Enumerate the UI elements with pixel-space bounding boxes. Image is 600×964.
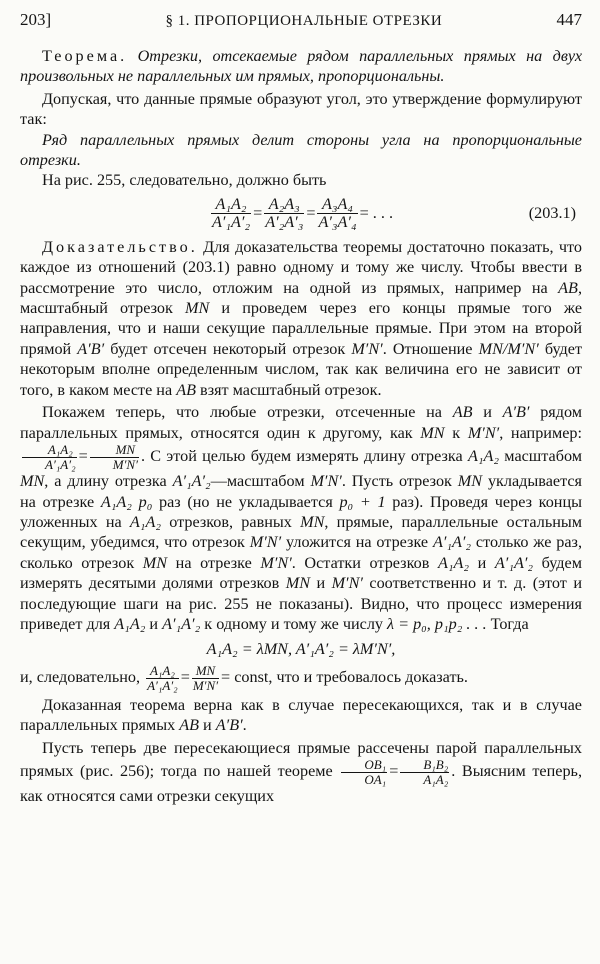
math: A′B′ bbox=[502, 403, 530, 422]
equation-number: (203.1) bbox=[528, 203, 576, 222]
fraction-numerator: MN bbox=[192, 664, 219, 679]
math: A₁A₂ bbox=[100, 492, 132, 511]
fraction-denominator: A′₃A′₄ bbox=[318, 213, 357, 232]
text: и bbox=[310, 574, 332, 593]
inline-fraction bbox=[90, 443, 139, 471]
math: A′₁A′₂ bbox=[162, 615, 201, 634]
text: соответственно и т. д. (этот и последующие шаги на рис. 255 не показаны). Видно, что процесс измерения приведет для bbox=[20, 574, 582, 634]
math: MN bbox=[20, 472, 45, 491]
text: раз). Проведя через концы уложенных на bbox=[20, 492, 582, 531]
text: , масштабный отрезок bbox=[20, 278, 582, 318]
fraction-numerator: A₁A₂ bbox=[146, 664, 179, 679]
text: к bbox=[444, 423, 468, 442]
equals-sign: = bbox=[253, 204, 263, 223]
text: рядом параллельных прямых, относятся один к другому, как bbox=[20, 403, 582, 442]
fraction-numerator: A₁A₂ bbox=[22, 443, 77, 458]
text: уложится на отрезке bbox=[281, 533, 433, 552]
restated-paragraph bbox=[20, 130, 582, 171]
text: и проведем через его концы прямые того же направления, что и наши секущие параллельные прямые. При этом на второй прямой bbox=[20, 299, 583, 358]
fraction-numerator: OB₁ bbox=[341, 758, 387, 773]
fraction-denominator: A′₂A′₃ bbox=[265, 213, 304, 232]
ellipsis: = . . . bbox=[359, 204, 394, 223]
theorem-paragraph bbox=[20, 46, 582, 87]
math: A₁A₂ bbox=[437, 553, 470, 572]
math: MN bbox=[142, 553, 168, 572]
theorem-label: Теорема. bbox=[42, 47, 128, 65]
math: λ = p₀, p₁p₂ . . . bbox=[387, 615, 487, 634]
text: на отрезке bbox=[167, 553, 261, 572]
text: , например: bbox=[499, 423, 582, 442]
text: отрезков, равных bbox=[160, 513, 301, 531]
fraction-denominator: M′N′ bbox=[112, 456, 138, 472]
math: MN bbox=[185, 299, 210, 318]
text: . bbox=[242, 716, 247, 735]
header-section-title: § 1. ПРОПОРЦИОНАЛЬНЫЕ ОТРЕЗКИ bbox=[165, 13, 443, 29]
math: p₀ bbox=[138, 492, 153, 511]
fraction-numerator: MN bbox=[90, 443, 139, 458]
math: AB bbox=[558, 278, 578, 297]
math: A′B′ bbox=[77, 339, 105, 358]
text: . Выясним теперь, как относятся сами отрезки секущих bbox=[20, 761, 582, 806]
theorem-text: Отрезки, отсекаемые рядом параллельных прямых на двух произвольных не параллельных им прямых, пропорциональны. bbox=[20, 47, 582, 86]
proof-label: Доказательство. bbox=[42, 237, 198, 256]
inline-fraction bbox=[192, 664, 219, 692]
header-left: 203] bbox=[20, 10, 52, 29]
secants-paragraph bbox=[20, 738, 582, 807]
text: укладывается на отрезке bbox=[20, 472, 582, 511]
math: MN bbox=[285, 574, 310, 593]
restated-text: Ряд параллельных прямых делит стороны угла на пропорциональные отрезки. bbox=[20, 130, 582, 170]
text: раз (но не укладывается bbox=[152, 492, 340, 511]
text: и, следовательно, bbox=[20, 668, 145, 687]
figure-ref-paragraph: На рис. 255, следовательно, должно быть bbox=[42, 171, 327, 190]
math: AB bbox=[176, 380, 196, 399]
fraction-2 bbox=[264, 196, 304, 231]
math: M′N′ bbox=[331, 574, 363, 593]
text: и bbox=[199, 716, 216, 735]
text: к одному и тому же числу bbox=[200, 615, 388, 634]
fraction-3 bbox=[317, 196, 357, 231]
text: будет некоторым вполне определенным числом, так как величина его не зависит от того, в каком месте на bbox=[20, 339, 583, 399]
inline-fraction bbox=[341, 758, 387, 786]
fraction-numerator: A₃A₄ bbox=[317, 196, 357, 214]
text: Пусть теперь две пересекающиеся прямые рассечены парой параллельных прямых (рис. 256); тогда по нашей теореме bbox=[20, 738, 582, 780]
text: , а длину отрезка bbox=[44, 472, 173, 491]
inline-fraction bbox=[146, 664, 179, 692]
math: A′B′ bbox=[215, 716, 243, 735]
fraction-numerator: B₁B₂ bbox=[400, 758, 449, 773]
inline-fraction bbox=[400, 758, 449, 786]
text: столько же раз, сколько отрезок bbox=[20, 533, 582, 572]
math: MN bbox=[457, 472, 483, 491]
fraction-denominator: M′N′ bbox=[192, 678, 219, 694]
math: A′₁A′₂ bbox=[172, 472, 211, 491]
math: MN bbox=[420, 423, 445, 442]
text: . Пусть отрезок bbox=[341, 472, 458, 491]
equals-sign: = bbox=[306, 204, 316, 223]
text: . Остатки отрезков bbox=[291, 553, 438, 572]
text: Для доказательства теоремы достаточно показать, что каждое из отношений (203.1) равно одному и тому же числу. Чтобы ввести в рассмотрение это число, отложим на одной из прямых, например на bbox=[20, 237, 582, 297]
math: M′N′ bbox=[467, 423, 500, 442]
validity-paragraph bbox=[20, 695, 582, 736]
fraction-1 bbox=[211, 196, 251, 231]
text: Тогда bbox=[486, 615, 529, 634]
text: и bbox=[145, 615, 163, 634]
equals-sign: = bbox=[180, 668, 190, 687]
text: —масштабом bbox=[210, 472, 311, 491]
equals-sign: = bbox=[389, 761, 399, 780]
fraction-numerator: A₁A₂ bbox=[211, 196, 251, 214]
text: Покажем теперь, что любые отрезки, отсеченные на bbox=[42, 403, 453, 422]
fraction-denominator: A₁A₂ bbox=[423, 771, 449, 787]
math: MN/M′N′ bbox=[478, 339, 539, 358]
fraction-denominator: OA₁ bbox=[364, 771, 387, 787]
text: и bbox=[472, 403, 503, 422]
math: M′N′ bbox=[351, 339, 383, 358]
fraction-numerator: A₂A₃ bbox=[264, 196, 304, 214]
proof-paragraph bbox=[20, 237, 582, 400]
equals-sign: = bbox=[78, 446, 88, 465]
measurement-paragraph bbox=[20, 402, 582, 634]
math: A₁A₂ bbox=[129, 513, 161, 531]
equation-lambda: A₁A₂ = λMN, A′₁A′₂ = λM′N′, bbox=[206, 640, 396, 659]
text: , прямые, параллельные остальным секущим, убедимся, что отрезок bbox=[20, 513, 583, 552]
text: будет отсечен некоторый отрезок bbox=[104, 339, 352, 358]
math: A₁A₂ bbox=[468, 446, 500, 465]
text: . С этой целью будем измерять длину отрезка bbox=[140, 446, 468, 465]
fraction-denominator: A′₁A′₂ bbox=[211, 213, 251, 232]
math: p₀ + 1 bbox=[339, 492, 386, 511]
text: Доказанная теорема верна как в случае пересекающихся, так и в случае параллельных прямых bbox=[20, 695, 582, 735]
running-header bbox=[20, 10, 582, 46]
math: MN bbox=[300, 513, 325, 531]
text: взят масштабный отрезок. bbox=[196, 380, 382, 399]
math: M′N′ bbox=[249, 533, 282, 552]
math: A′₁A′₂ bbox=[494, 553, 534, 572]
text: = const, что и требовалось доказать. bbox=[221, 668, 468, 687]
text: масштабом bbox=[499, 446, 582, 465]
text: будем измерять десятыми долями отрезков bbox=[20, 553, 582, 593]
fraction-denominator: A′₁A′₂ bbox=[45, 456, 76, 472]
inline-fraction bbox=[22, 443, 77, 471]
equation-203-1 bbox=[20, 191, 582, 237]
math: AB bbox=[452, 403, 473, 422]
text: и bbox=[469, 553, 495, 572]
math: AB bbox=[179, 716, 199, 735]
text: . Отношение bbox=[382, 339, 479, 358]
math: M′N′ bbox=[310, 472, 342, 491]
fraction-denominator: A′₁A′₂ bbox=[147, 678, 178, 694]
math: M′N′ bbox=[260, 553, 292, 572]
page-number: 447 bbox=[556, 10, 582, 29]
math: A₁A₂ bbox=[114, 615, 146, 634]
assume-paragraph: Допуская, что данные прямые образуют угол, это утверждение формулируют так: bbox=[20, 89, 582, 129]
math: A′₁A′₂ bbox=[432, 533, 472, 552]
conclusion-paragraph bbox=[20, 664, 582, 692]
